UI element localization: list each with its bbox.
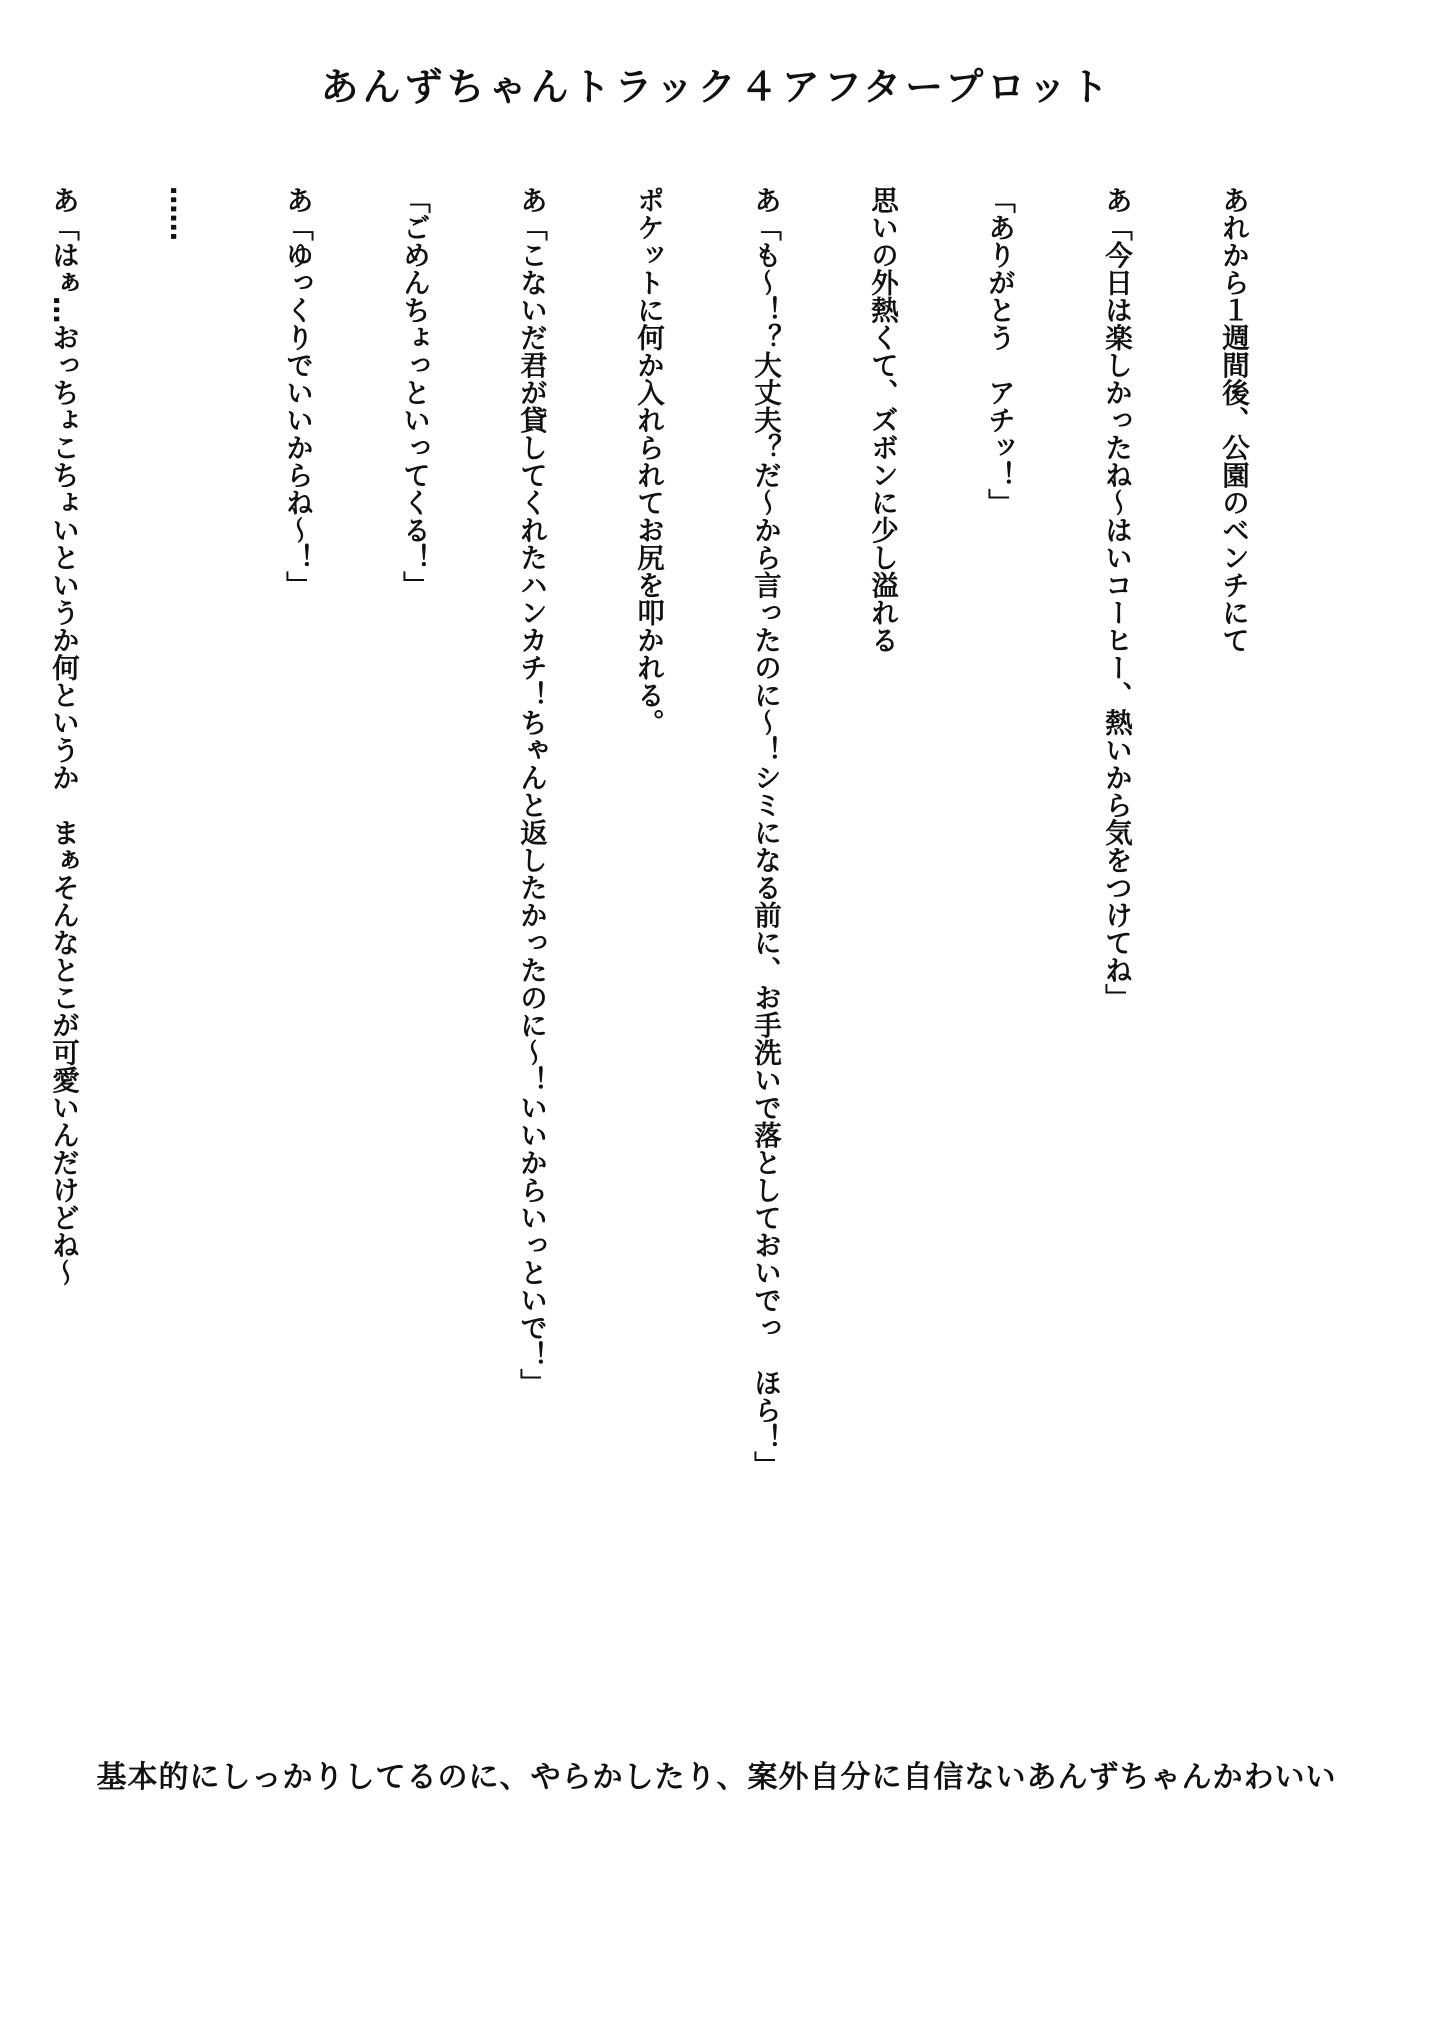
script-line: …… [164, 186, 196, 241]
script-body [47, 186, 1330, 1686]
script-line: 思いの外熱くて、ズボンに少し溢れる [866, 186, 898, 654]
footer-comment: 基本的にしっかりしてるのに、やらかしたり、案外自分に自信ないあんずちゃんかわいい [96, 1760, 1337, 1795]
script-line: あ「今日は楽しかったね～はいコーヒー、熱いから気をつけてね」 [1100, 186, 1132, 1011]
script-line: あれから１週間後、公園のベンチにて [1217, 186, 1249, 654]
script-line: 「ありがとう アチッ！」 [983, 186, 1015, 516]
script-line: 「ごめんちょっといってくる！」 [398, 186, 430, 599]
page-title: あんずちゃんトラック４アフタープロット [320, 65, 1113, 109]
script-line: ポケットに何か入れられてお尻を叩かれる。 [632, 186, 664, 736]
script-line: あ「ゆっくりでいいからね～！」 [281, 186, 313, 599]
script-line: あ「はぁ…おっちょこちょいというか何というか まぁそんなとこが可愛いんだけどね～ [47, 186, 79, 1286]
script-line: あ「も～！？大丈夫？だ～から言ったのに～！シミになる前に、お手洗いで落としておいでっ ほら！」 [749, 186, 781, 1479]
script-line: あ「こないだ君が貸してくれたハンカチ！ちゃんと返したかったのに～！いいからいっといで！」 [515, 186, 547, 1396]
